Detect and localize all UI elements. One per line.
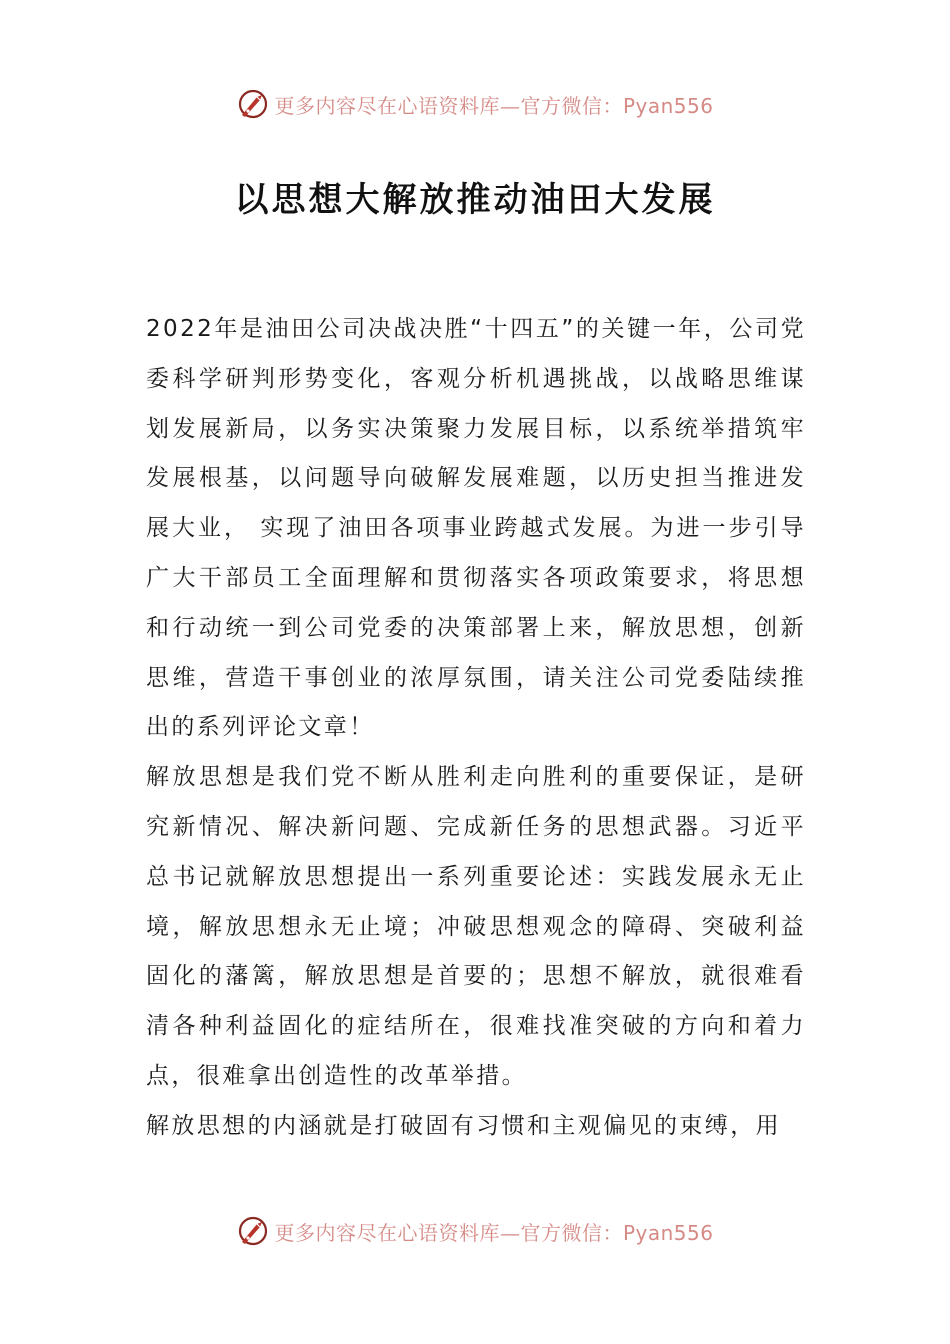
paragraph-2: 解放思想是我们党不断从胜利走向胜利的重要保证，是研究新情况、解决新问题、完成新任务的思想武器。习近平总书记就解放思想提出一系列重要论述：实践发展永无止境，解放思想永无止境；冲破思想观念的障碍、突破利益固化的藩篱，解放思想是首要的；思想不解放，就很难看清各种利益固化的症结所在，很难找准突破的方向和着力点，很难拿出创造性的改革举措。 (146, 764, 806, 1089)
banner-wechat-text: 官方微信：Pyan556 (520, 1220, 714, 1245)
footer-banner (0, 1211, 950, 1251)
paragraph-3: 解放思想的内涵就是打破固有习惯和主观偏见的束缚，用 (146, 1112, 781, 1139)
document-title: 以思想大解放推动油田大发展 (234, 180, 716, 220)
banner-text (274, 90, 713, 119)
banner-dash: — (499, 1220, 521, 1245)
paragraph-1: 2022年是油田公司决战决胜“十四五”的关键一年，公司党委科学研判形势变化，客观分析机遇挑战，以战略思维谋划发展新局，以务实决策聚力发展目标，以系统举措筑牢发展根基，以问题导向破解发展难题，以历史担当推进发展大业， 实现了油田各项事业跨越式发展。为进一步引导广大干部员工全面理解和贯彻落实各项政策要求，将思想和行动统一到公司党委的决策部署上来，解放思想，创新思维，营造干事创业的浓厚氛围，请关注公司党委陆续推出的系列评论文章！ (146, 316, 806, 741)
pen-nib-logo-icon (236, 1214, 270, 1248)
banner-main-text: 更多内容尽在心语资料库 (274, 93, 500, 118)
banner-main-text: 更多内容尽在心语资料库 (274, 1220, 500, 1245)
banner-wechat-text: 官方微信：Pyan556 (520, 93, 714, 118)
document-body (146, 305, 806, 1152)
banner-text (274, 1217, 713, 1246)
banner-dash: — (499, 93, 521, 118)
header-banner (0, 84, 950, 124)
pen-nib-logo-icon (236, 87, 270, 121)
